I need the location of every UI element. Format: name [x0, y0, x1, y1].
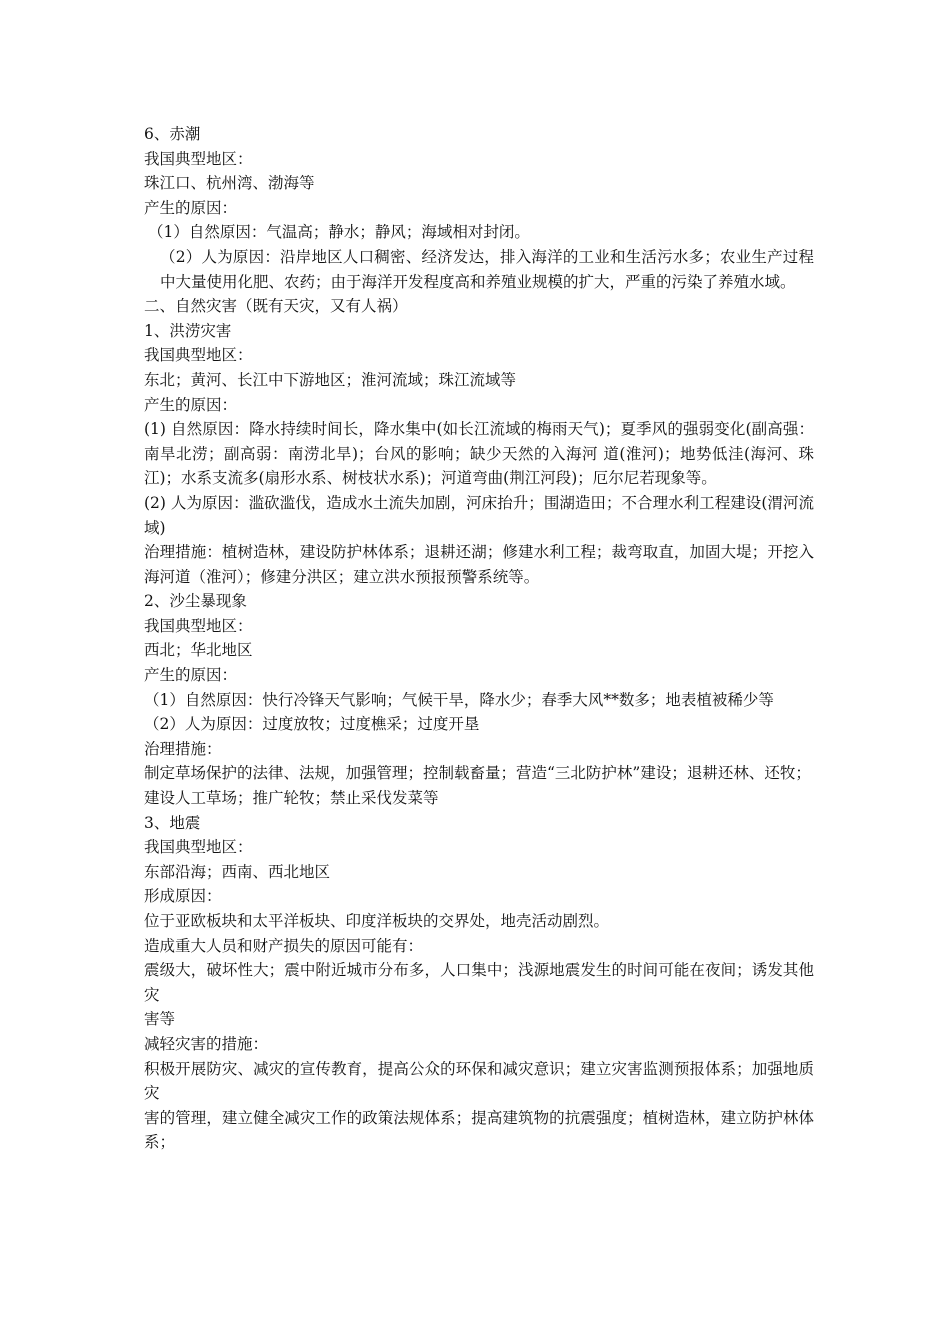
heading-flood: 1、洪涝灾害	[144, 321, 232, 340]
heading-red-tide: 6、赤潮	[144, 125, 201, 143]
text-natural-cause: （1）自然原因：气温高；静水；静风；海域相对封闭。	[148, 223, 530, 242]
label-mitigation: 减轻灾害的措施：	[144, 1034, 269, 1053]
text-human-cause: （2）人为原因：过度放牧；过度樵采；过度开垦	[144, 715, 480, 734]
text-human-cause: (2) 人为原因：滥砍滥伐，造成水土流失加剧，河床抬升；围湖造田；不合理水利工程建设(渭河流域)	[144, 493, 814, 537]
text-mitigation-continued: 害的管理，建立健全减灾工作的政策法规体系；提高建筑物的抗震强度；植树造林，建立防护林体系；	[144, 1108, 814, 1152]
label-causes: 产生的原因：	[144, 395, 238, 414]
text-measures-continued: 建设人工草场；推广轮牧；禁止采伐发菜等	[144, 789, 439, 808]
heading-natural-disasters: 二、自然灾害（既有天灾，又有人祸）	[144, 297, 408, 316]
label-typical-region: 我国典型地区：	[144, 149, 253, 168]
text-natural-cause: （1）自然原因：快行冷锋天气影响；气候干旱，降水少；春季大风**数多；地表植被稀少等	[144, 690, 774, 709]
heading-earthquake: 3、地震	[144, 813, 201, 832]
text-regions: 东部沿海；西南、西北地区	[144, 862, 331, 881]
text-regions: 珠江口、杭州湾、渤海等	[144, 174, 315, 193]
text-natural-cause: (1) 自然原因：降水持续时间长，降水集中(如长江流域的梅雨天气)；夏季风的强弱变化(副高强：南旱北涝；副高弱：南涝北旱)；台风的影响；缺少天然的入海河 道(淮河)；地势低洼(海河、珠江)；水系支流多(扇形水系、树枝状水系)；河道弯曲(荆江河段)；厄尔尼若现象等。	[144, 420, 814, 488]
label-measures: 治理措施：	[144, 739, 222, 758]
text-measures: 制定草场保护的法律、法规，加强管理；控制载畜量；营造“三北防护林”建设；退耕还林、还牧；	[144, 764, 811, 783]
heading-sandstorm: 2、沙尘暴现象	[144, 592, 247, 611]
text-measures: 治理措施：植树造林，建设防护林体系；退耕还湖；修建水利工程；裁弯取直，加固大堤；开挖入海河道（淮河）；修建分洪区；建立洪水预报预警系统等。	[144, 543, 814, 586]
text-regions: 西北；华北地区	[144, 641, 253, 660]
label-typical-region: 我国典型地区：	[144, 838, 253, 857]
text-formation-causes: 位于亚欧板块和太平洋板块、印度洋板块的交界处，地壳活动剧烈。	[144, 912, 610, 930]
label-causes: 产生的原因：	[144, 666, 238, 685]
text-regions: 东北；黄河、长江中下游地区；淮河流域；珠江流域等	[144, 370, 517, 389]
text-human-cause: （2）人为原因：沿岸地区人口稠密、经济发达，排入海洋的工业和生活污水多；农业生产过程中大量使用化肥、农药；由于海洋开发程度高和养殖业规模的扩大，严重的污染了养殖水域。	[160, 247, 814, 291]
label-typical-region: 我国典型地区：	[144, 346, 253, 365]
text-loss-causes-continued: 害等	[144, 1010, 176, 1029]
text-loss-causes: 震级大，破坏性大；震中附近城市分布多，人口集中；浅源地震发生的时间可能在夜间；诱发其他灾	[144, 961, 814, 1004]
document-body	[144, 122, 814, 1155]
label-typical-region: 我国典型地区：	[144, 616, 253, 635]
text-mitigation: 积极开展防灾、减灾的宣传教育，提高公众的环保和减灾意识；建立灾害监测预报体系；加强地质灾	[144, 1059, 814, 1103]
label-causes: 产生的原因：	[144, 198, 238, 217]
label-loss-causes: 造成重大人员和财产损失的原因可能有：	[144, 936, 424, 955]
label-formation-causes: 形成原因：	[144, 887, 222, 906]
